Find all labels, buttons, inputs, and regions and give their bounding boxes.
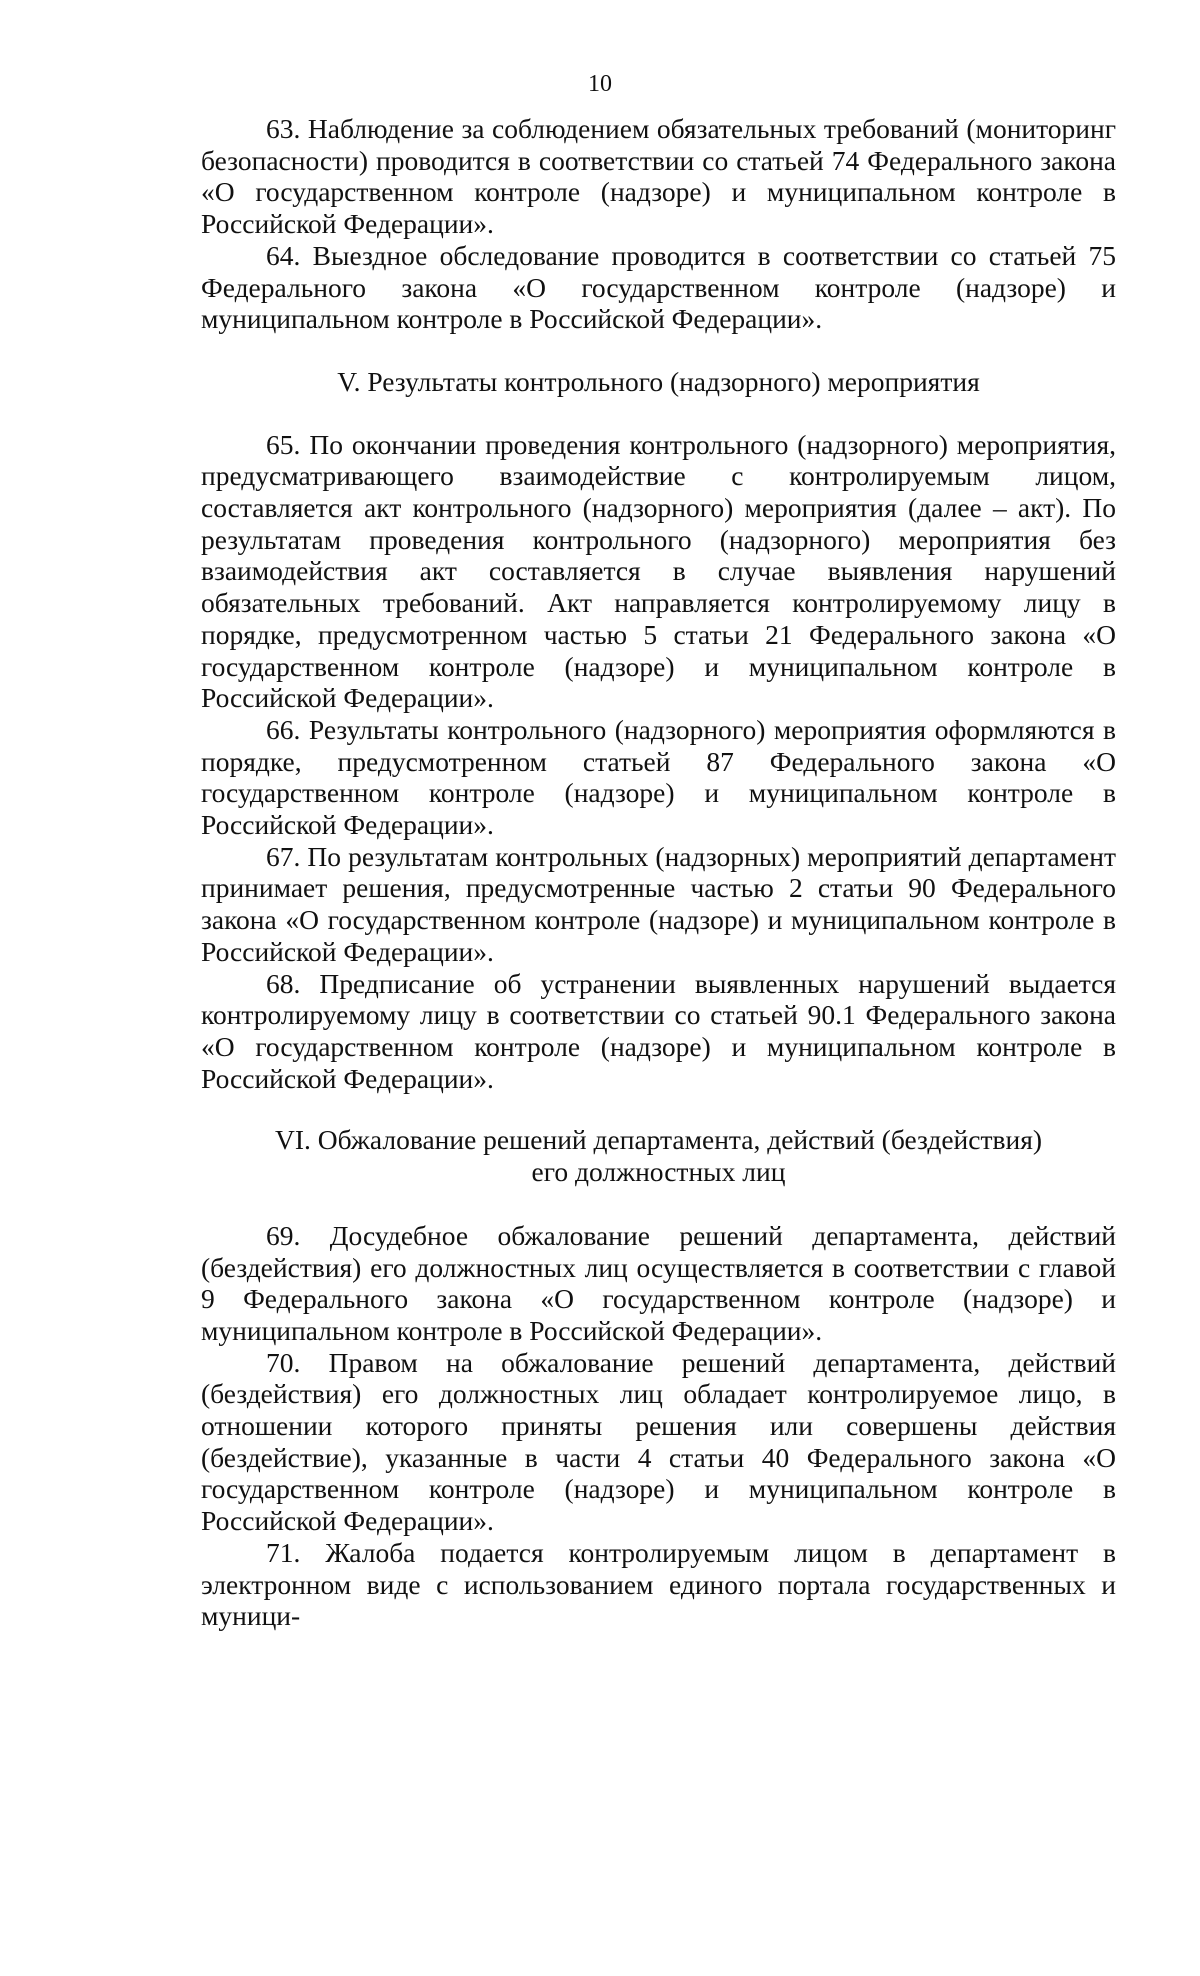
paragraph-text: По окончании проведения контрольного (надзорного) мероприятия, предусматривающего взаимодействие с контролируемым лицом, составляется акт контрольного (надзорного) мероприятия (далее – акт). По результатам проведения контрольного (надзорного) мероприятия без взаимодействия акт составляется в случае выявления нарушений обязательных требований. Акт направляется контролируемому лицу в порядке, предусмотренном частью 5 статьи 21 Федерального закона «О государственном контроле (надзоре) и муниципальном контроле в Российской Федерации». [201, 428, 1116, 714]
paragraph-69 [201, 1220, 1116, 1347]
paragraph-number: 69. [266, 1219, 301, 1251]
paragraph-text: Правом на обжалование решений департамента, действий (бездействия) его должностных лиц обладает контролируемое лицо, в отношении которого приняты решения или совершены действия (бездействие), указанные в части 4 статьи 40 Федерального закона «О государственном контроле (надзоре) и муниципальном контроле в Российской Федерации». [201, 1346, 1117, 1537]
paragraph-text: Досудебное обжалование решений департамента, действий (бездействия) его должностных лиц осуществляется в соответствии с главой 9 Федерального закона «О государственном контроле (надзоре) и муниципальном контроле в Российской Федерации». [201, 1219, 1117, 1346]
paragraph-64 [201, 240, 1116, 335]
paragraph-number: 68. [266, 967, 301, 999]
paragraph-number: 65. [266, 428, 301, 460]
paragraph-text: По результатам контрольных (надзорных) мероприятий департамент принимает решения, предусмотренные частью 2 статьи 90 Федерального закона «О государственном контроле (надзоре) и муниципальном контроле в Российской Федерации». [201, 840, 1117, 967]
paragraph-text: Предписание об устранении выявленных нарушений выдается контролируемому лицу в соответствии со статьей 90.1 Федерального закона «О государственном контроле (надзоре) и муниципальном контроле в Российской Федерации». [201, 967, 1116, 1094]
section-vi-heading-line-1: VI. Обжалование решений департамента, действий (бездействия) [274, 1124, 1043, 1156]
paragraph-number: 71. [266, 1536, 301, 1568]
paragraph-67 [201, 841, 1116, 968]
paragraph-text: Выездное обследование проводится в соответствии со статьей 75 Федерального закона «О государственном контроле (надзоре) и муниципальном контроле в Российской Федерации». [201, 239, 1117, 335]
paragraph-65 [201, 429, 1116, 714]
page-number: 10 [588, 71, 612, 97]
paragraph-number: 67. [266, 840, 301, 872]
paragraph-number: 66. [266, 713, 301, 745]
paragraph-66 [201, 714, 1116, 841]
section-vi-heading [201, 1124, 1116, 1187]
paragraph-68 [201, 968, 1116, 1095]
paragraph-text: Наблюдение за соблюдением обязательных требований (мониторинг безопасности) проводится в соответствии со статьей 74 Федерального закона «О государственном контроле (надзоре) и муниципальном контроле в Российской Федерации». [201, 113, 1116, 240]
paragraph-71 [201, 1537, 1116, 1632]
paragraph-text: Жалоба подается контролируемым лицом в департамент в электронном виде с использованием единого портала государственных и муници- [201, 1536, 1117, 1632]
paragraph-number: 70. [266, 1346, 301, 1378]
paragraph-70 [201, 1347, 1116, 1537]
section-vi-heading-line-2: его должностных лиц [531, 1156, 786, 1188]
paragraph-number: 63. [266, 113, 301, 144]
paragraph-63 [201, 113, 1116, 240]
paragraph-text: Результаты контрольного (надзорного) мероприятия оформляются в порядке, предусмотренном статьей 87 Федерального закона «О государственном контроле (надзоре) и муниципальном контроле в Российской Федерации». [201, 713, 1117, 841]
paragraph-number: 64. [266, 239, 301, 271]
document-body [201, 113, 1116, 1632]
section-v-heading: V. Результаты контрольного (надзорного) мероприятия [337, 365, 980, 397]
